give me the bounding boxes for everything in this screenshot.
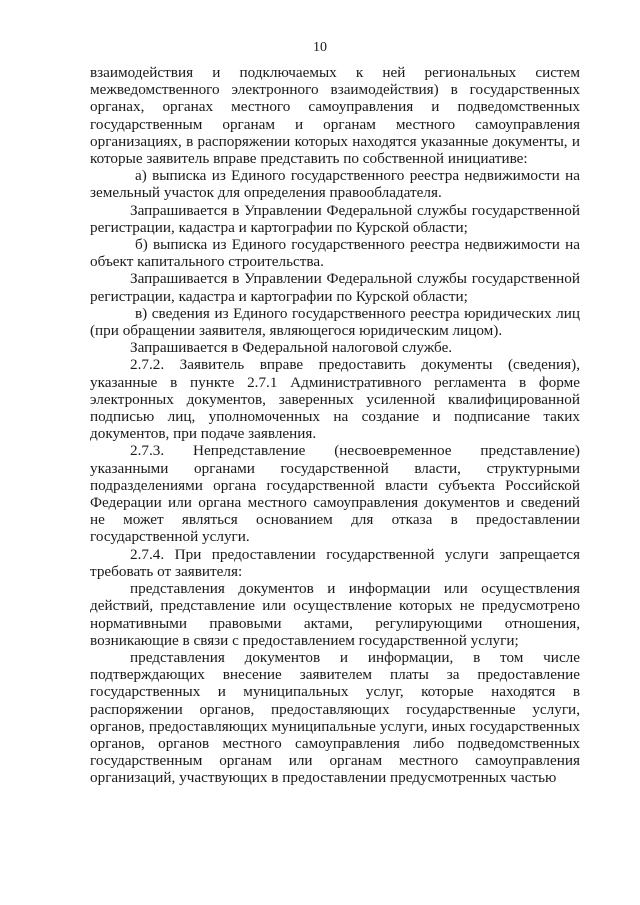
paragraph: взаимодействия и подключаемых к ней региональных систем межведомственного электронного взаимодействия) в государственных органах, органах местного самоуправления и подведомственных государственным органам и органам местного самоуправления организациях, в распоряжении которых находятся указанные документы, и которые заявитель вправе представить по собственной инициативе:	[90, 64, 580, 168]
paragraph: представления документов и информации, в том числе подтверждающих внесение заявителем платы за предоставление государственных и муниципальных услуг, которые находятся в распоряжении органов, предоставляющих государственные услуги, органов, предоставляющих муниципальные услуги, иных государственных органов, органов местного самоуправления либо подведомственных государственным органам или органам местного самоуправления организаций, участвующих в предоставлении предусмотренных частью	[90, 648, 580, 787]
paragraph: Запрашивается в Федеральной налоговой службе.	[130, 339, 453, 357]
paragraph: 2.7.2. Заявитель вправе предоставить документы (сведения), указанные в пункте 2.7.1 Административного регламента в форме электронных документов, заверенных усиленной квалифицированной подписью лиц, уполномоченных на создание и подписание таких документов, при подаче заявления.	[90, 356, 580, 443]
paragraph: Запрашивается в Управлении Федеральной службы государственной регистрации, кадастра и картографии по Курской области;	[90, 201, 580, 236]
paragraph: 2.7.4. При предоставлении государственной услуги запрещается требовать от заявителя:	[90, 545, 580, 580]
document-body	[90, 64, 580, 787]
paragraph: 2.7.3. Непредставление (несвоевременное представление) указанными органами государственной власти, структурными подразделениями органа государственной власти субъекта Российской Федерации или органа местного самоуправления документов и сведений не может являться основанием для отказа в предоставлении государственной услуги.	[90, 442, 580, 546]
page-number: 10	[313, 40, 327, 55]
paragraph: Запрашивается в Управлении Федеральной службы государственной регистрации, кадастра и картографии по Курской области;	[90, 270, 580, 305]
paragraph: б) выписка из Единого государственного реестра недвижимости на объект капитального строительства.	[90, 236, 580, 271]
paragraph: представления документов и информации или осуществления действий, представление или осуществление которых не предусмотрено нормативными правовыми актами, регулирующими отношения, возникающие в связи с предоставлением государственной услуги;	[90, 580, 580, 649]
paragraph: а) выписка из Единого государственного реестра недвижимости на земельный участок для определения правообладателя.	[90, 167, 580, 202]
paragraph: в) сведения из Единого государственного реестра юридических лиц (при обращении заявителя, являющегося юридическим лицом).	[90, 304, 580, 340]
